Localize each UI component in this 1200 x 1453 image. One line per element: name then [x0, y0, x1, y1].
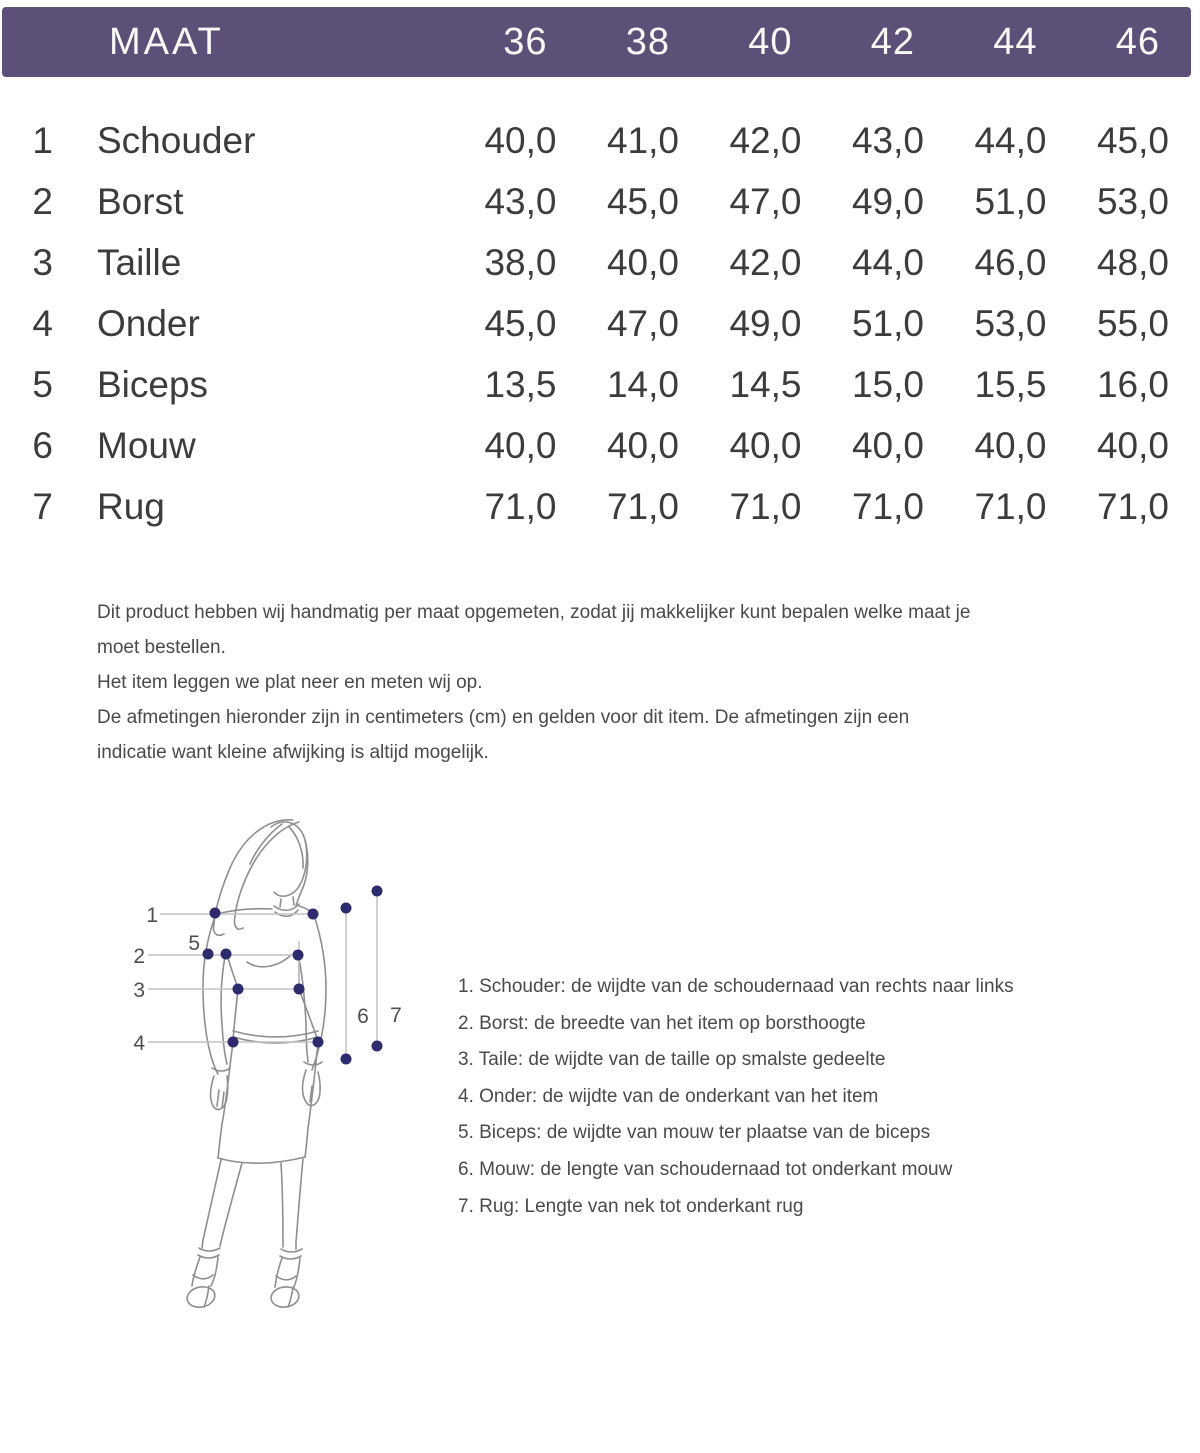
cell-value: 15,0	[851, 364, 924, 405]
size-column-44: 44	[993, 21, 1038, 63]
marker-label-5: 5	[188, 932, 200, 955]
measure-dot	[221, 949, 232, 960]
cell-value: 40,0	[851, 425, 924, 466]
cell-value: 16,0	[1096, 364, 1169, 405]
size-column-46: 46	[1115, 21, 1160, 63]
marker-label-4: 4	[133, 1032, 145, 1055]
measure-dot	[228, 1037, 239, 1048]
cell-value: 42,0	[729, 242, 802, 283]
cell-value: 71,0	[484, 486, 557, 527]
cell-value: 45,0	[1096, 120, 1169, 161]
cell-value: 15,5	[974, 364, 1047, 405]
cell-value: 43,0	[484, 181, 557, 222]
table-row	[0, 354, 1169, 415]
cell-value: 45,0	[606, 181, 679, 222]
cell-value: 71,0	[1096, 486, 1169, 527]
size-column-38: 38	[625, 21, 670, 63]
cell-value: 55,0	[1096, 303, 1169, 344]
row-number: 6	[32, 425, 53, 466]
cell-value: 71,0	[974, 486, 1047, 527]
row-label: Taille	[97, 242, 182, 283]
cell-value: 49,0	[729, 303, 802, 344]
measure-dot	[233, 984, 244, 995]
row-number: 2	[32, 181, 53, 222]
measure-dot	[210, 908, 221, 919]
legend-item: 6. Mouw: de lengte van schoudernaad tot onderkant mouw	[458, 1158, 953, 1180]
row-label: Onder	[97, 303, 200, 344]
cell-value: 40,0	[974, 425, 1047, 466]
legend-item: 4. Onder: de wijdte van de onderkant van het item	[458, 1085, 879, 1107]
row-label: Schouder	[97, 120, 256, 161]
table-row	[0, 110, 1169, 171]
table-row	[0, 232, 1169, 293]
cell-value: 51,0	[851, 303, 924, 344]
row-number: 5	[32, 364, 53, 405]
woman-sketch	[185, 820, 326, 1310]
row-number: 3	[32, 242, 53, 283]
row-number: 1	[32, 120, 53, 161]
marker-label-2: 2	[133, 945, 145, 968]
measure-description	[97, 595, 970, 770]
row-number: 7	[32, 486, 53, 527]
measure-dot	[294, 984, 305, 995]
measure-dot	[203, 949, 214, 960]
cell-value: 71,0	[851, 486, 924, 527]
cell-value: 53,0	[1096, 181, 1169, 222]
cell-value: 43,0	[851, 120, 924, 161]
cell-value: 44,0	[851, 242, 924, 283]
marker-label-7: 7	[390, 1004, 402, 1027]
row-label: Borst	[97, 181, 184, 222]
legend-item: 3. Taile: de wijdte van de taille op smalste gedeelte	[458, 1049, 886, 1071]
measure-dots	[203, 886, 383, 1065]
size-table-header	[2, 7, 1191, 77]
figure-sketch-svg	[85, 785, 415, 1330]
legend-item: 1. Schouder: de wijdte van de schoudernaad van rechts naar links	[458, 976, 1014, 997]
marker-label-1: 1	[146, 904, 158, 927]
cell-value: 49,0	[851, 181, 924, 222]
table-row	[0, 415, 1169, 476]
cell-value: 41,0	[606, 120, 679, 161]
measure-dot	[313, 1037, 324, 1048]
size-header-title: MAAT	[109, 21, 224, 63]
cell-value: 42,0	[729, 120, 802, 161]
cell-value: 14,5	[729, 364, 802, 405]
legend-item: 5. Biceps: de wijdte van mouw ter plaatse van de biceps	[458, 1122, 931, 1144]
cell-value: 44,0	[974, 120, 1047, 161]
legend-item: 2. Borst: de breedte van het item op borsthoogte	[458, 1012, 866, 1034]
measure-lines	[148, 891, 377, 1059]
measure-dot	[308, 909, 319, 920]
cell-value: 38,0	[484, 242, 557, 283]
measurement-figure	[85, 785, 415, 1330]
cell-value: 45,0	[484, 303, 557, 344]
cell-value: 40,0	[606, 425, 679, 466]
description-line: moet bestellen.	[97, 637, 226, 658]
table-row	[0, 171, 1169, 232]
size-table	[0, 110, 1169, 537]
cell-value: 51,0	[974, 181, 1047, 222]
marker-label-3: 3	[133, 979, 145, 1002]
cell-value: 46,0	[974, 242, 1047, 283]
description-line: De afmetingen hieronder zijn in centimeters (cm) en gelden voor dit item. De afmetingen zijn een	[97, 707, 910, 728]
size-column-40: 40	[748, 21, 793, 63]
cell-value: 71,0	[606, 486, 679, 527]
measure-labels	[133, 904, 402, 1055]
measure-dot	[341, 903, 352, 914]
table-row	[0, 476, 1169, 537]
cell-value: 48,0	[1096, 242, 1169, 283]
legend-item: 7. Rug: Lengte van nek tot onderkant rug	[458, 1195, 804, 1217]
measure-dot	[372, 886, 383, 897]
cell-value: 40,0	[1096, 425, 1169, 466]
description-line: Het item leggen we plat neer en meten wij op.	[97, 672, 483, 693]
cell-value: 47,0	[729, 181, 802, 222]
measure-legend	[458, 969, 1014, 1225]
row-number: 4	[32, 303, 53, 344]
description-line: indicatie want kleine afwijking is altijd mogelijk.	[97, 742, 489, 763]
table-row	[0, 293, 1169, 354]
cell-value: 14,0	[606, 364, 679, 405]
measure-dot	[293, 950, 304, 961]
measure-dot	[372, 1041, 383, 1052]
cell-value: 53,0	[974, 303, 1047, 344]
cell-value: 13,5	[484, 364, 557, 405]
cell-value: 40,0	[484, 425, 557, 466]
row-label: Mouw	[97, 425, 196, 466]
measure-dot	[341, 1054, 352, 1065]
size-column-42: 42	[870, 21, 915, 63]
row-label: Biceps	[97, 364, 209, 405]
cell-value: 40,0	[606, 242, 679, 283]
description-line: Dit product hebben wij handmatig per maat opgemeten, zodat jij makkelijker kunt bepalen welke maat je	[97, 602, 971, 623]
marker-label-6: 6	[357, 1005, 369, 1028]
cell-value: 71,0	[729, 486, 802, 527]
size-column-36: 36	[503, 21, 548, 63]
cell-value: 47,0	[606, 303, 679, 344]
cell-value: 40,0	[484, 120, 557, 161]
cell-value: 40,0	[729, 425, 802, 466]
row-label: Rug	[97, 486, 165, 527]
